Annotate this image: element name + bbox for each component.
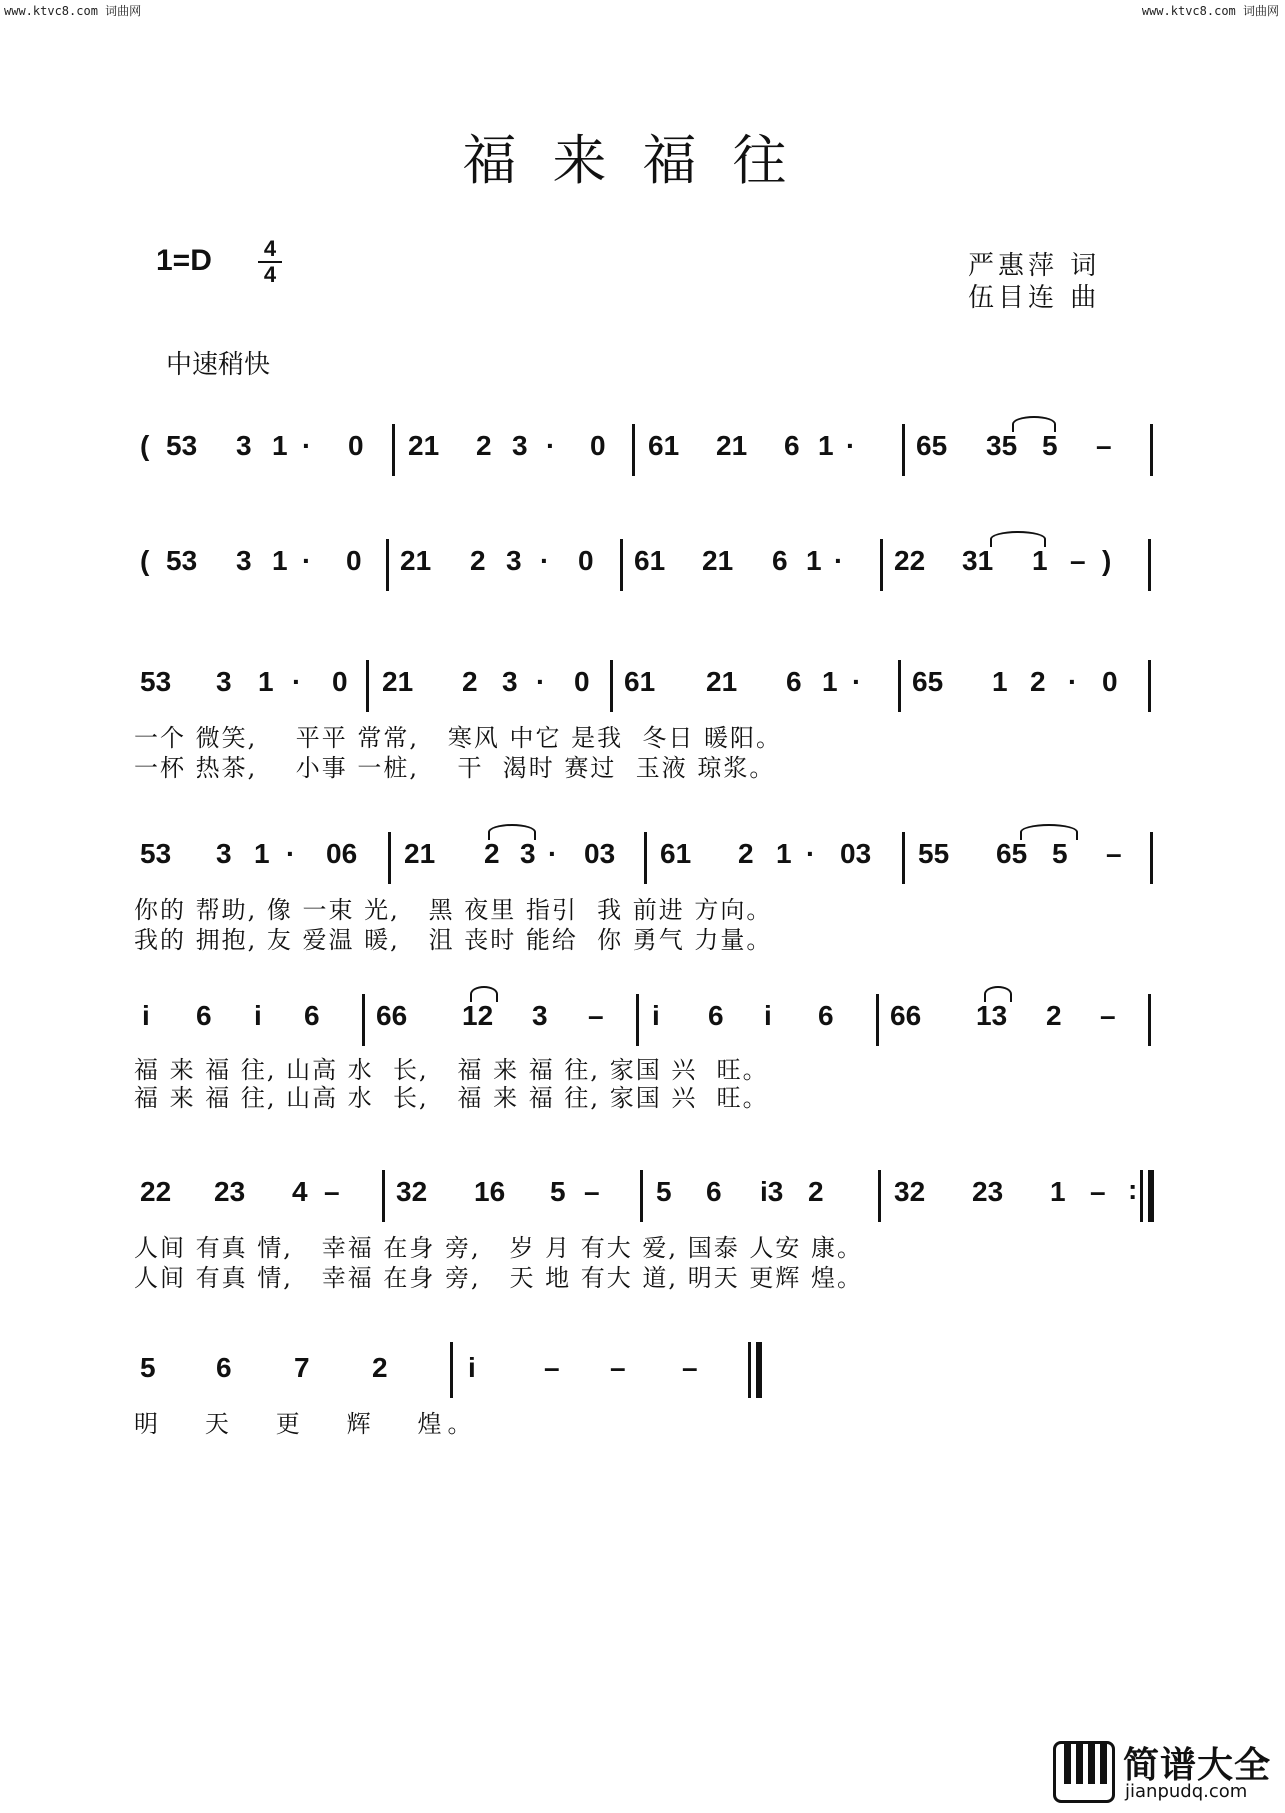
note: 4 — [292, 1176, 308, 1207]
note: 5 — [1052, 838, 1068, 869]
note: · — [302, 545, 312, 576]
note: · — [540, 545, 550, 576]
note: 6 — [304, 1000, 320, 1031]
key-signature: 1=D — [156, 244, 212, 277]
note: 66 — [890, 1000, 922, 1031]
lyric-line: 我的 拥抱, 友 爱温 暖, 沮 丧时 能给 你 勇气 力量。 — [134, 926, 773, 954]
lyric-line: 明 天 更 辉 煌。 — [134, 1410, 478, 1438]
note: 61 — [624, 666, 656, 697]
note: 1 — [272, 545, 288, 576]
note: · — [546, 430, 556, 461]
note: 55 — [918, 838, 950, 869]
note: 6 — [786, 666, 802, 697]
note: 12 — [462, 1000, 494, 1031]
note: 0 — [348, 430, 364, 461]
note: 2 — [1030, 666, 1046, 697]
note: 3 — [216, 666, 232, 697]
note: 3 — [532, 1000, 548, 1031]
lyric-line: 一个 微笑, 平平 常常, 寒风 中它 是我 冬日 暖阳。 — [134, 724, 783, 752]
note: 5 — [550, 1176, 566, 1207]
note: · — [536, 666, 546, 697]
note: 0 — [1102, 666, 1118, 697]
note: 2 — [470, 545, 486, 576]
note: – — [1070, 545, 1086, 576]
note: · — [806, 838, 816, 869]
note: ( — [140, 545, 150, 576]
note: – — [1090, 1176, 1106, 1207]
note: · — [286, 838, 296, 869]
note: 61 — [634, 545, 666, 576]
watermark-left: www.ktvc8.com 词曲网 — [4, 4, 142, 18]
note: 6 — [706, 1176, 722, 1207]
site-logo — [1053, 1737, 1277, 1807]
note: – — [610, 1352, 626, 1383]
note: – — [544, 1352, 560, 1383]
note: 22 — [140, 1176, 172, 1207]
note: 1 — [776, 838, 792, 869]
note: 61 — [648, 430, 680, 461]
composer: 伍目连 曲 — [968, 283, 1101, 313]
note: 53 — [140, 838, 172, 869]
note: i — [142, 1000, 150, 1031]
note: · — [852, 666, 862, 697]
lyric-line: 福 来 福 往, 山高 水 长, 福 来 福 往, 家国 兴 旺。 — [134, 1084, 769, 1112]
note: 0 — [346, 545, 362, 576]
note: 0 — [578, 545, 594, 576]
note: · — [302, 430, 312, 461]
note: 13 — [976, 1000, 1008, 1031]
note: 6 — [196, 1000, 212, 1031]
note: 65 — [916, 430, 948, 461]
note: 23 — [214, 1176, 246, 1207]
note: 5 — [1042, 430, 1058, 461]
note: · — [834, 545, 844, 576]
note: – — [1106, 838, 1122, 869]
note: 3 — [506, 545, 522, 576]
note: 16 — [474, 1176, 506, 1207]
note: 32 — [396, 1176, 428, 1207]
note: 1 — [822, 666, 838, 697]
note: 2 — [462, 666, 478, 697]
note: – — [324, 1176, 340, 1207]
lyric-line: 你的 帮助, 像 一束 光, 黑 夜里 指引 我 前进 方向。 — [134, 896, 773, 924]
note: ) — [1102, 545, 1112, 576]
note: 0 — [332, 666, 348, 697]
note: 21 — [400, 545, 432, 576]
note: 1 — [254, 838, 270, 869]
note: 3 — [512, 430, 528, 461]
note: 0 — [590, 430, 606, 461]
note: · — [846, 430, 856, 461]
watermark-right: www.ktvc8.com 词曲网 — [1141, 4, 1279, 18]
note: 3 — [502, 666, 518, 697]
note: 6 — [784, 430, 800, 461]
logo-name: 简谱大全 — [1123, 1745, 1272, 1786]
note: 0 — [574, 666, 590, 697]
time-signature — [258, 238, 282, 286]
note: 53 — [140, 666, 172, 697]
note: 03 — [840, 838, 872, 869]
note: 21 — [716, 430, 748, 461]
note: 6 — [772, 545, 788, 576]
note: 1 — [992, 666, 1008, 697]
note: 2 — [476, 430, 492, 461]
note: 65 — [912, 666, 944, 697]
note: i3 — [760, 1176, 784, 1207]
note: 7 — [294, 1352, 310, 1383]
note: 2 — [808, 1176, 824, 1207]
note: 21 — [408, 430, 440, 461]
lyricist: 严惠萍 词 — [968, 251, 1101, 281]
note: 31 — [962, 545, 994, 576]
note: i — [468, 1352, 476, 1383]
note: – — [682, 1352, 698, 1383]
note: 32 — [894, 1176, 926, 1207]
note: – — [588, 1000, 604, 1031]
note: 3 — [520, 838, 536, 869]
note: – — [1100, 1000, 1116, 1031]
repeat-dots: : — [1128, 1174, 1138, 1205]
note: 53 — [166, 545, 198, 576]
note: 61 — [660, 838, 692, 869]
note: 1 — [272, 430, 288, 461]
note: · — [292, 666, 302, 697]
note: 22 — [894, 545, 926, 576]
note: 53 — [166, 430, 198, 461]
logo-url: jianpudq.com — [1125, 1781, 1248, 1802]
lyric-line: 福 来 福 往, 山高 水 长, 福 来 福 往, 家国 兴 旺。 — [134, 1056, 769, 1084]
song-title: 福来福往 — [462, 129, 823, 192]
time-signature-bottom: 4 — [263, 262, 277, 287]
note: 03 — [584, 838, 616, 869]
lyric-line: 人间 有真 情, 幸福 在身 旁, 岁 月 有大 爱, 国泰 人安 康。 — [134, 1234, 863, 1262]
note: – — [584, 1176, 600, 1207]
note: 06 — [326, 838, 358, 869]
note: 2 — [1046, 1000, 1062, 1031]
note: 6 — [708, 1000, 724, 1031]
note: · — [1068, 666, 1078, 697]
credits — [968, 250, 1100, 314]
note: 23 — [972, 1176, 1004, 1207]
note: 21 — [706, 666, 738, 697]
note: 1 — [806, 545, 822, 576]
note: 66 — [376, 1000, 408, 1031]
note: ( — [140, 430, 150, 461]
note: 21 — [702, 545, 734, 576]
note: 5 — [656, 1176, 672, 1207]
note: 1 — [1050, 1176, 1066, 1207]
note: 1 — [258, 666, 274, 697]
piano-icon — [1053, 1741, 1115, 1803]
note: i — [254, 1000, 262, 1031]
note: 3 — [236, 545, 252, 576]
lyric-line: 人间 有真 情, 幸福 在身 旁, 天 地 有大 道, 明天 更辉 煌。 — [134, 1264, 863, 1292]
note: 65 — [996, 838, 1028, 869]
note: 2 — [484, 838, 500, 869]
note: 21 — [382, 666, 414, 697]
note: 1 — [818, 430, 834, 461]
note: i — [764, 1000, 772, 1031]
note: 2 — [372, 1352, 388, 1383]
note: 1 — [1032, 545, 1048, 576]
note: 21 — [404, 838, 436, 869]
tempo-marking: 中速稍快 — [166, 350, 271, 380]
time-signature-top: 4 — [263, 236, 277, 261]
note: 35 — [986, 430, 1018, 461]
note: 3 — [236, 430, 252, 461]
note: 2 — [738, 838, 754, 869]
note: 6 — [216, 1352, 232, 1383]
lyric-line: 一杯 热茶, 小事 一桩, 干 渴时 赛过 玉液 琼浆。 — [134, 754, 776, 782]
note: i — [652, 1000, 660, 1031]
note: – — [1096, 430, 1112, 461]
note: 5 — [140, 1352, 156, 1383]
note: 6 — [818, 1000, 834, 1031]
note: · — [548, 838, 558, 869]
note: 3 — [216, 838, 232, 869]
